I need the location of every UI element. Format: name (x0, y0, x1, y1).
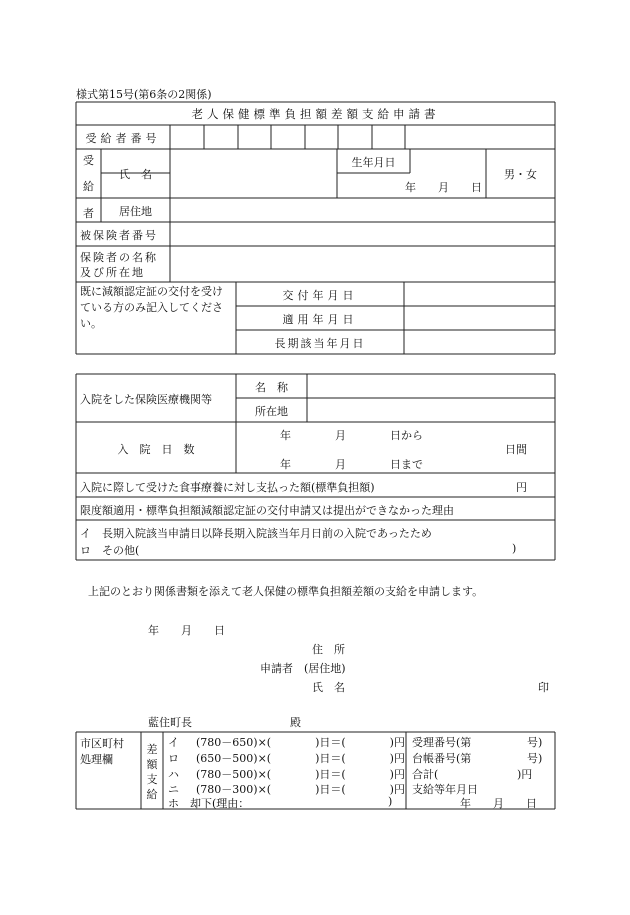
payment-date-label: 支給等年月日 (412, 783, 478, 796)
receipt-number-suffix: 号) (527, 736, 543, 749)
total-close: )円 (517, 768, 533, 781)
days-label: 入 院 日 数 (117, 443, 195, 456)
application-date-line: 年 月 日 (148, 624, 225, 637)
name-label: 氏 名 (119, 168, 152, 181)
gender-choice: 男・女 (504, 168, 537, 181)
form-number: 様式第15号(第6条の2関係) (76, 88, 212, 101)
reason-label: 限度額適用・標準負担額減額認定証の交付申請又は提出ができなかった理由 (80, 504, 454, 517)
recipient-char-2: 給 (83, 180, 94, 193)
diff-char-4: 給 (146, 788, 158, 801)
mayor-addressee: 藍住町長 (148, 716, 192, 729)
calc-row-i-mark: イ (168, 736, 179, 749)
days-to-line: 年 月 日まで (280, 458, 423, 471)
hospital-name-label: 名 称 (255, 381, 288, 394)
hospital-label: 入院をした保険医療機関等 (80, 393, 212, 406)
calc-row-ha-formula: (780－500)×( )日＝( )円 (196, 768, 405, 781)
insured-number-label: 被保険者番号 (80, 229, 158, 242)
long-term-date-label: 長期該当年月日 (274, 337, 366, 350)
reason-option-i: イ 長期入院該当申請日以降長期入院該当年月日前の入院であったため (80, 527, 432, 540)
receipt-number-label: 受理番号(第 (412, 736, 472, 749)
hospital-address-label: 所在地 (255, 405, 288, 418)
calc-row-ro-formula: (650－500)×( )日＝( )円 (196, 752, 405, 765)
meal-paid-label: 入院に際して受けた食事療養に対し支払った額(標準負担額) (80, 481, 375, 494)
apply-date-label: 適用年月日 (282, 313, 358, 326)
rejection-line: ホ 却下(理由： (168, 797, 250, 810)
applicant-label: 申請者 (居住地) (260, 662, 346, 675)
calc-row-ha-mark: ハ (168, 768, 179, 781)
office-label-line2: 処理欄 (80, 753, 113, 766)
reduction-note: 既に減額認定証の交付を受けている方のみ記入してください。 (80, 285, 223, 330)
recipient-char-3: 者 (83, 207, 94, 220)
rejection-close: ) (388, 795, 393, 808)
diff-char-3: 支 (146, 773, 158, 786)
office-label-line1: 市区町村 (80, 737, 124, 750)
issue-date-label: 交付年月日 (282, 289, 358, 302)
declaration-statement: 上記のとおり関係書類を添えて老人保健の標準負担額差額の支給を申請します。 (88, 585, 484, 598)
calc-row-ni-mark: ニ (168, 783, 179, 796)
yen-unit: 円 (516, 481, 527, 494)
calc-row-ni-formula: (780－300)×( )日＝( )円 (196, 783, 405, 796)
residence-label: 居住地 (119, 205, 152, 218)
diff-char-1: 差 (146, 743, 158, 756)
recipient-char-1: 受 (83, 154, 94, 167)
reason-ro-close: ) (512, 542, 517, 555)
ledger-number-label: 台帳番号(第 (412, 752, 472, 765)
address-label: 住 所 (312, 643, 345, 656)
total-label: 合計( (412, 768, 439, 781)
insurer-label-line1: 保険者の名称 (80, 251, 158, 264)
insurer-label-line2: 及び所在地 (80, 266, 145, 279)
form-title: 老人保健標準負担額差額支給申請書 (191, 107, 440, 121)
diff-char-2: 額 (146, 758, 158, 771)
days-from-line: 年 月 日から (280, 429, 423, 442)
payment-date-line: 年 月 日 (460, 797, 537, 810)
recipient-number-label: 受給者番号 (85, 132, 161, 145)
ledger-number-suffix: 号) (527, 752, 543, 765)
honorific: 殿 (290, 716, 301, 729)
days-unit: 日間 (505, 443, 527, 456)
calc-row-ro-mark: ロ (168, 752, 179, 765)
birthdate-label: 生年月日 (351, 156, 396, 169)
birthdate-date-line: 年 月 日 (405, 181, 482, 194)
reason-option-ro: ロ その他( (80, 544, 140, 557)
calc-row-i-formula: (780－650)×( )日＝( )円 (196, 736, 405, 749)
applicant-name-label: 氏 名 (312, 681, 345, 694)
seal-mark: 印 (538, 681, 549, 694)
